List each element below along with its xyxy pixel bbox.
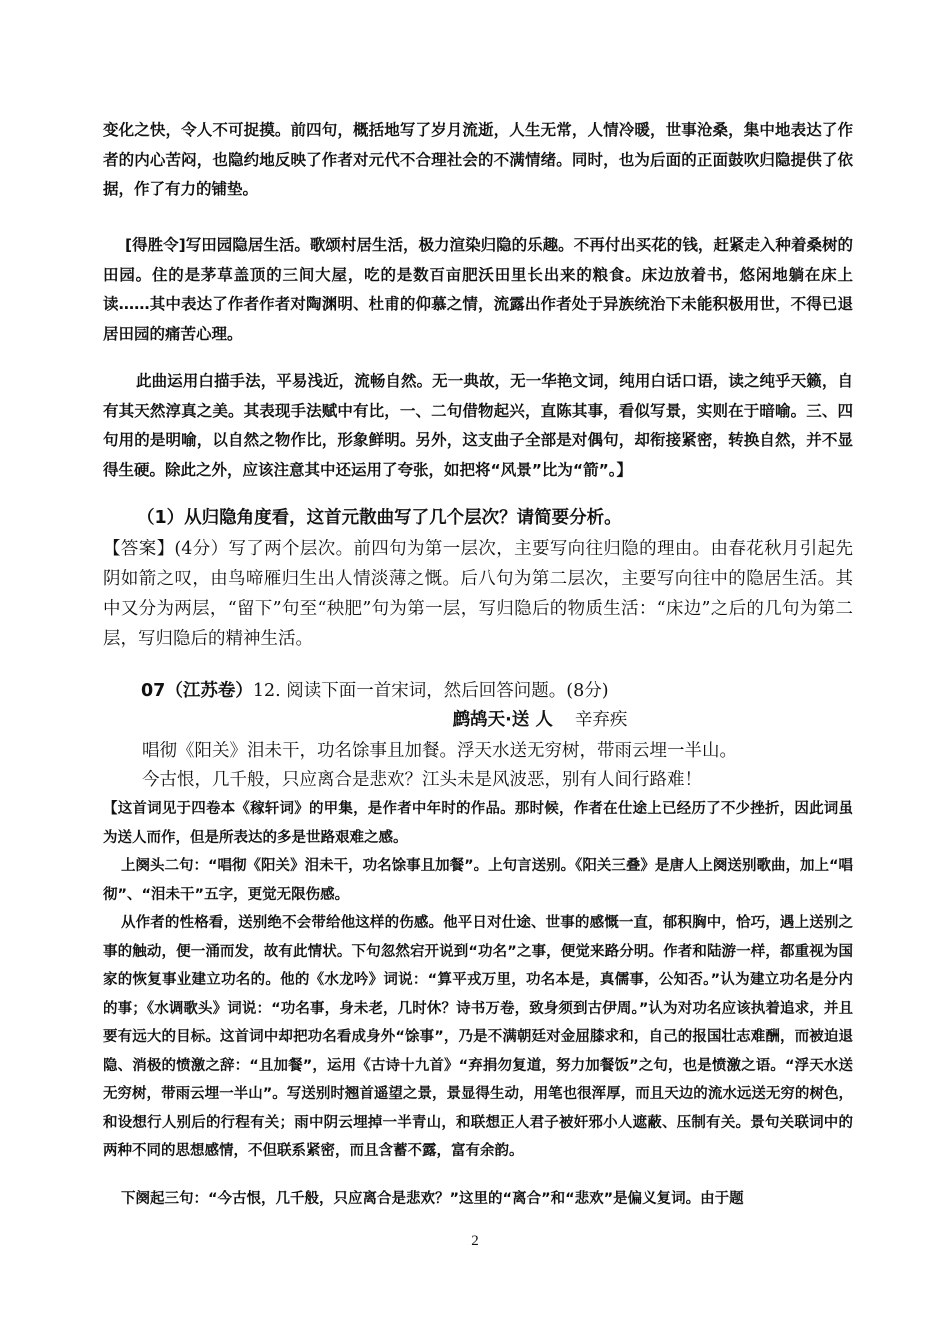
paragraph-technique: 此曲运用白描手法，平易浅近，流畅自然。无一典故，无一华艳文词，纯用白话口语，读之纯乎天籁，自有其天然淳真之美。其表现手法赋中有比，一、二句借物起兴，直陈其事，看似写景，实则在于暗喻。三、四句用的是明喻，以自然之物作比，形象鲜明。另外，这支曲子全部是对偶句，却衔接紧密，转换自然，并不显得生硬。除此之外，应该注意其中还运用了夸张，如把将“风景”比为“箭”。】: [103, 372, 853, 479]
question-heading: [141, 676, 857, 706]
poem-heading: [0, 705, 950, 735]
question-1: （1）从归隐角度看，这首元散曲写了几个层次？请简要分析。: [137, 508, 622, 528]
poem-line-2: 今古恨，几千般，只应离合是悲欢？江头未是风波恶，别有人间行路难！: [142, 770, 702, 790]
paragraph-deshengling: [得胜令]写田园隐居生活。歌颂村居生活，极力渲染归隐的乐趣。不再付出买花的钱，赶紧走入种着桑树的田园。住的是茅草盖顶的三间大屋，吃的是数百亩肥沃田里长出来的粮食。床边放着书，悠闲地躺在床上读……其中表达了作者作者对陶渊明、杜甫的仰慕之情，流露出作者处于异族统治下未能积极用世，不得已退居田园的痛苦心理。: [103, 236, 853, 343]
page-number: 2: [471, 1233, 479, 1249]
poem-line-1: 唱彻《阳关》泪未干，功名馀事且加餐。浮天水送无穷树，带雨云埋一半山。: [142, 741, 737, 761]
commentary-intro: 【这首词见于四卷本《稼轩词》的甲集，是作者中年时的作品。那时候，作者在仕途上已经历了不少挫折，因此词虽为送人而作，但是所表达的多是世路艰难之感。: [103, 801, 853, 846]
question-12-text: 12. 阅读下面一首宋词，然后回答问题。(8分): [252, 681, 609, 701]
poem-title: 鹧鸪天·送 人: [452, 710, 553, 730]
commentary-character: 从作者的性格看，送别绝不会带给他这样的伤感。他平日对仕途、世事的感慨一直，郁积胸中，恰巧，遇上送别之事的触动，便一涌而发，故有此情状。下句忽然宕开说到“功名”之事，便觉来路分明。作者和陆游一样，都重视为国家的恢复事业建立功名的。他的《水龙吟》词说：“算平戎万里，功名本是，真儒事，公知否。”认为建立功名是分内的事；《水调歌头》词说：“功名事，身未老，几时休？诗书万卷，致身须到古伊周。”认为对功名应该执着追求，并且要有远大的目标。这首词中却把功名看成身外“馀事”，乃是不满朝廷对金屈膝求和，自己的报国壮志难酬，而被迫退隐、消极的愤激之辞：“且加餐”，运用《古诗十九首》“弃捐勿复道，努力加餐饭”之句，也是愤激之语。“浮天水送无穷树，带雨云埋一半山”。写送别时翘首遥望之景，景显得生动，用笔也很浑厚，而且天边的流水远送无穷的树色，和设想行人别后的行程有关；雨中阴云埋掉一半青山，和联想正人君子被奸邪小人遮蔽、压制有关。景句关联词中的两种不同的思想感情，不但联系紧密，而且含蓄不露，富有余韵。: [103, 915, 853, 1159]
commentary-upper-stanza: 上阕头二句：“唱彻《阳关》泪未干，功名馀事且加餐”。上句言送别。《阳关三叠》是唐人上阕送别歌曲，加上“唱彻”、“泪未干”五字，更觉无限伤感。: [103, 858, 853, 903]
poem-author: 辛弃疾: [574, 710, 628, 730]
exam-source: 07（江苏卷）: [141, 681, 253, 701]
commentary-lower-stanza: 下阕起三句：“今古恨，几千般，只应离合是悲欢？”这里的“离合”和“悲欢”是偏义复词。由于题: [121, 1191, 744, 1207]
paragraph-intro-analysis: 变化之快，令人不可捉摸。前四句，概括地写了岁月流逝，人生无常，人情冷暖，世事沧桑，集中地表达了作者的内心苦闷，也隐约地反映了作者对元代不合理社会的不满情绪。同时，也为后面的正面鼓吹归隐提供了依据，作了有力的铺垫。: [103, 121, 853, 198]
answer-paragraph: 【答案】(4分）写了两个层次。前四句为第一层次，主要写向往归隐的理由。由春花秋月引起先阴如箭之叹，由鸟啼雁归生出人情淡薄之慨。后八句为第二层次，主要写向往中的隐居生活。其中又分为两层，“留下”句至“秧肥”句为第一层，写归隐后的物质生活：“床边”之后的几句为第二层，写归隐后的精神生活。: [103, 539, 853, 649]
